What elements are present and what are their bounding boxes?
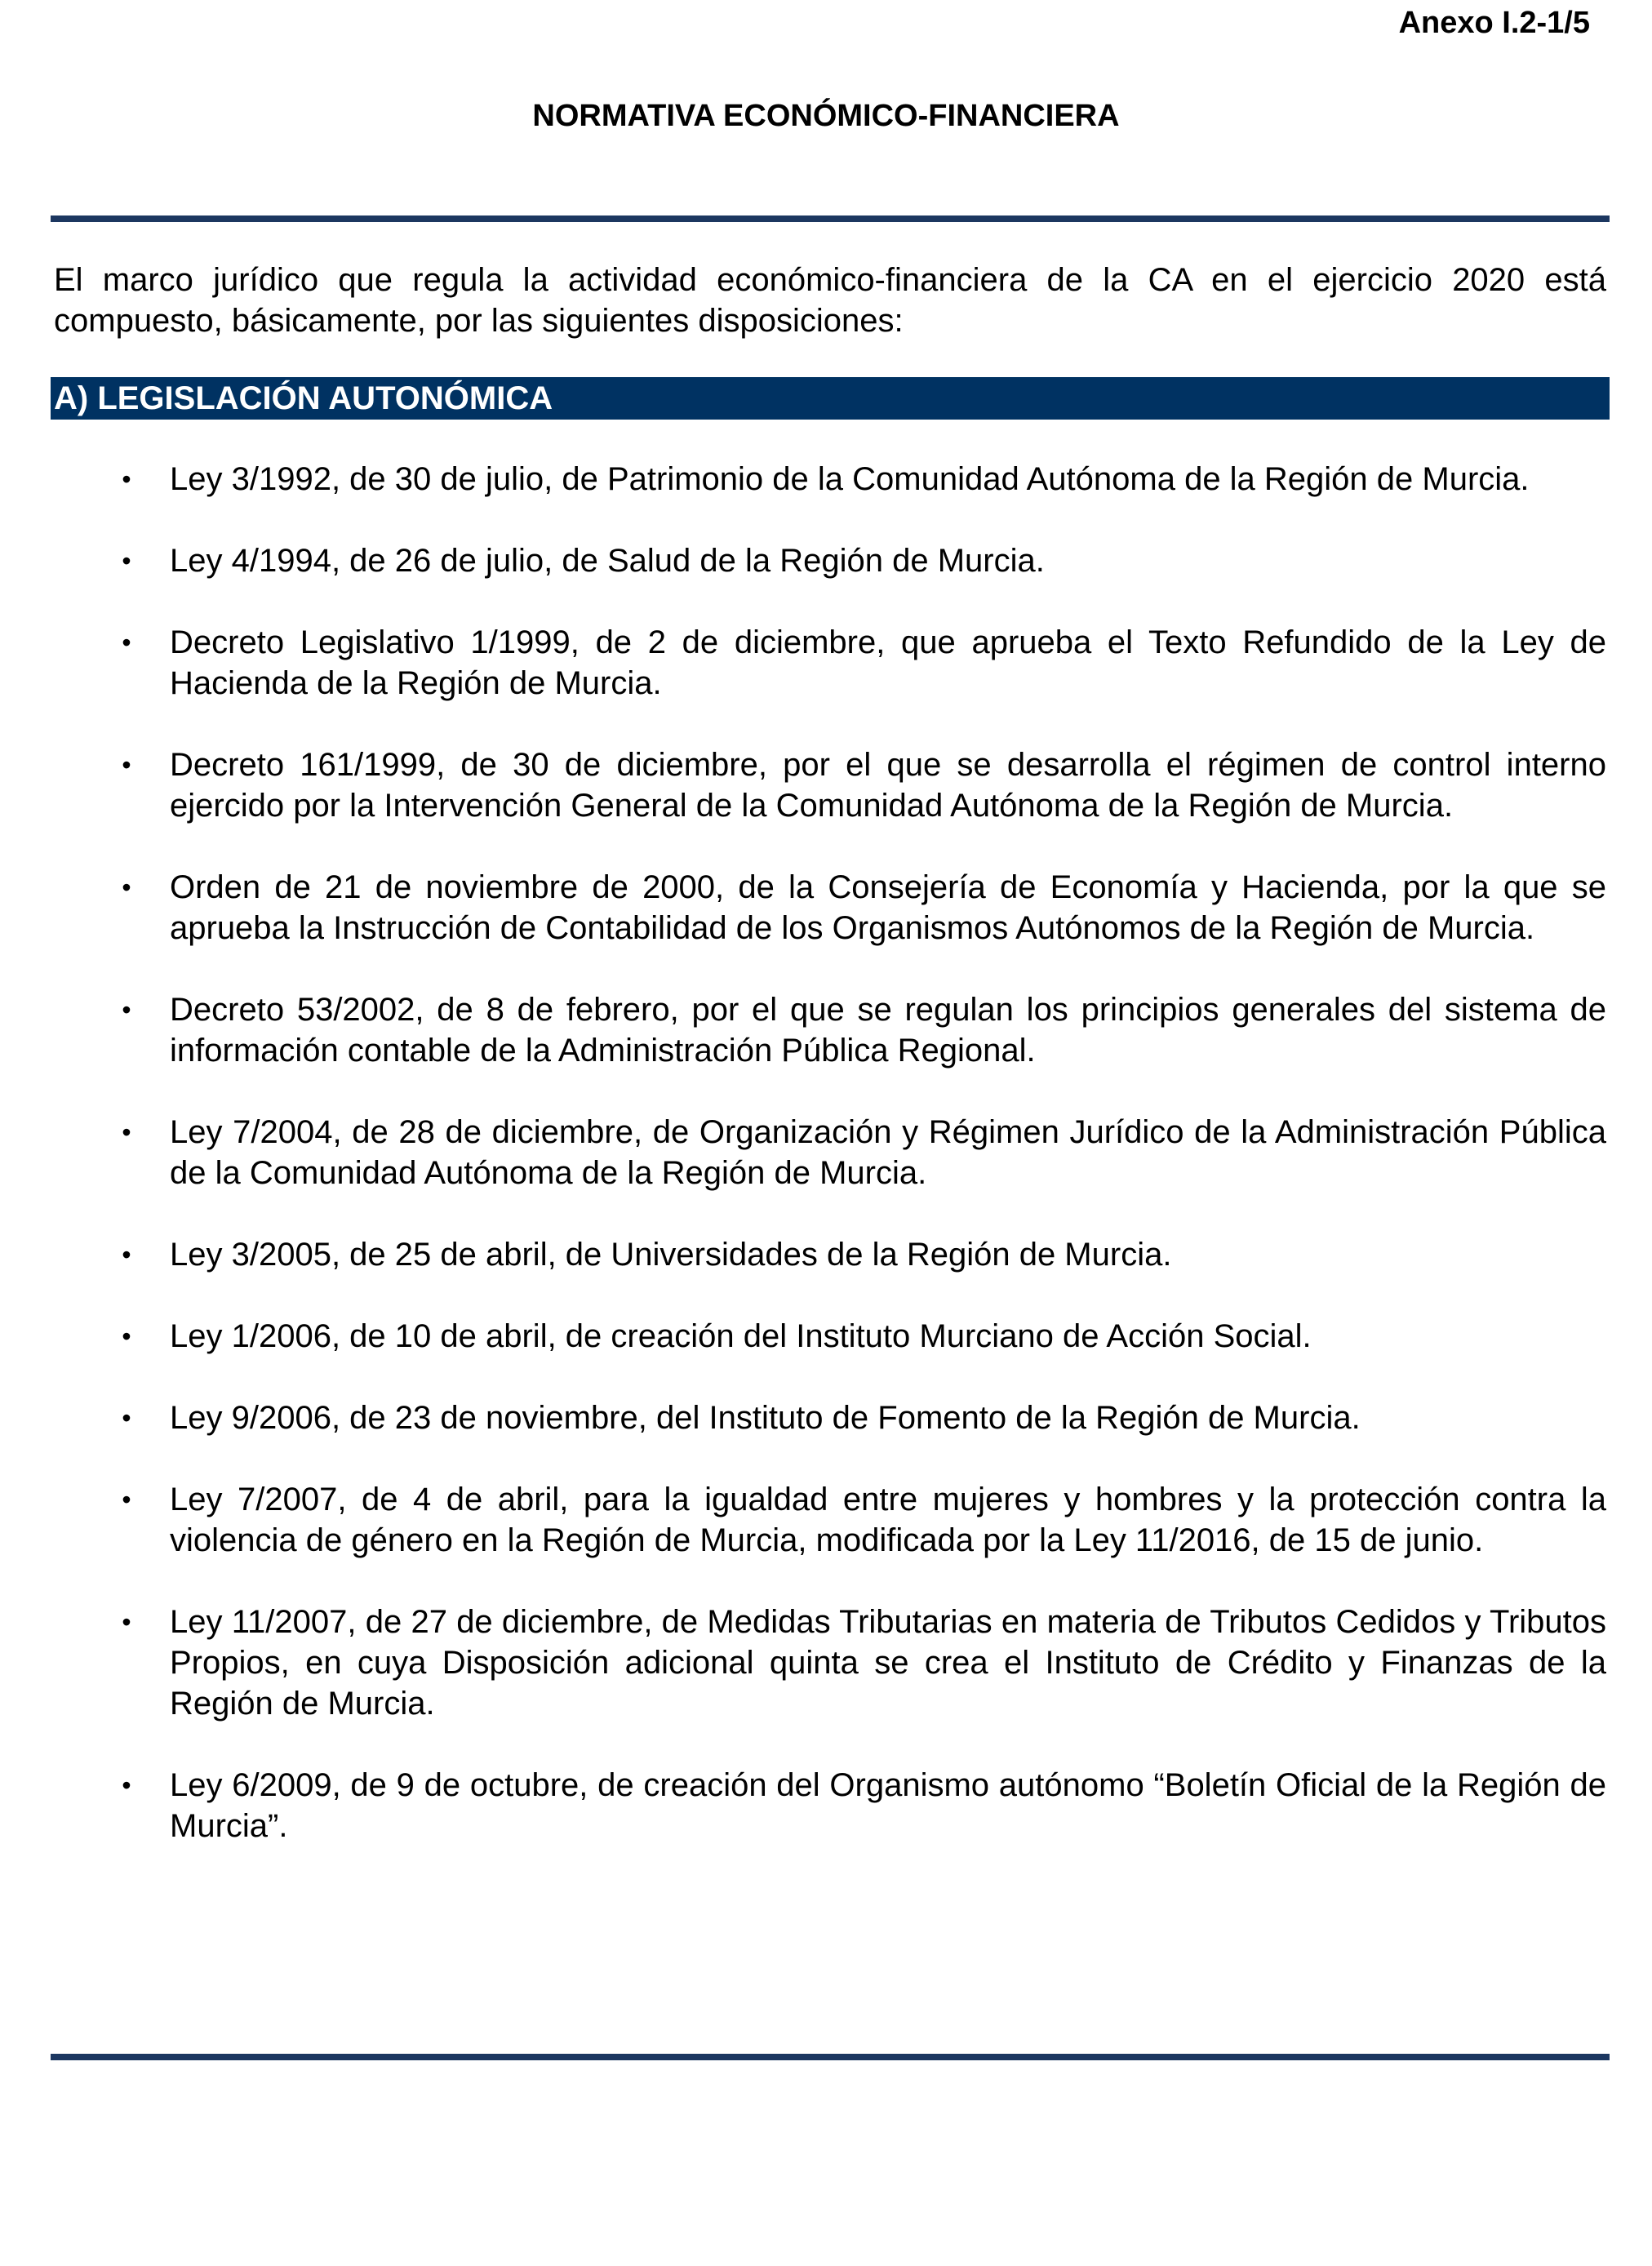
list-item-text: Ley 11/2007, de 27 de diciembre, de Medidas Tributarias en materia de Tributos Cedidos y Tributos Propios, en cuya Disposición adicional quinta se crea el Instituto de Crédito y Finanzas de la Región de Murcia. [170, 1604, 1606, 1722]
list-item-text: Orden de 21 de noviembre de 2000, de la Consejería de Economía y Hacienda, por la que se aprueba la Instrucción de Contabilidad de los Organismos Autónomos de la Región de Murcia. [170, 869, 1606, 946]
bullet-icon: • [122, 1117, 131, 1147]
list-item [0, 1602, 1652, 1724]
list-item [0, 867, 1652, 949]
annex-label: Anexo I.2-1/5 [1398, 6, 1590, 40]
list-item-text: Ley 6/2009, de 9 de octubre, de creación del Organismo autónomo “Boletín Oficial de la Región de Murcia”. [170, 1767, 1606, 1844]
list-item-text: Decreto 53/2002, de 8 de febrero, por el que se regulan los principios generales del sistema de información contable de la Administración Pública Regional. [170, 992, 1606, 1069]
list-item [0, 540, 1652, 581]
top-divider [51, 215, 1610, 222]
bullet-icon: • [122, 750, 131, 780]
list-item [0, 1397, 1652, 1438]
list-item-text: Decreto Legislativo 1/1999, de 2 de diciembre, que aprueba el Texto Refundido de la Ley de Hacienda de la Región de Murcia. [170, 624, 1606, 701]
list-item-text: Decreto 161/1999, de 30 de diciembre, por el que se desarrolla el régimen de control interno ejercido por la Intervención General de la Comunidad Autónoma de la Región de Murcia. [170, 747, 1606, 824]
list-item [0, 989, 1652, 1071]
list-item [0, 622, 1652, 704]
bullet-icon: • [122, 1485, 131, 1514]
bullet-icon: • [122, 546, 131, 575]
list-item-text: Ley 9/2006, de 23 de noviembre, del Instituto de Fomento de la Región de Murcia. [170, 1400, 1361, 1436]
bullet-icon: • [122, 628, 131, 657]
list-item [0, 1234, 1652, 1275]
bottom-divider [51, 2054, 1610, 2060]
list-item [0, 1765, 1652, 1846]
list-item-text: Ley 3/1992, de 30 de julio, de Patrimonio de la Comunidad Autónoma de la Región de Murcia. [170, 461, 1530, 497]
bullet-icon: • [122, 995, 131, 1024]
bullet-icon: • [122, 1322, 131, 1351]
intro-paragraph: El marco jurídico que regula la actividad económico-financiera de la CA en el ejercicio 2020 está compuesto, básicamente, por las siguientes disposiciones: [54, 262, 1606, 339]
list-item-text: Ley 3/2005, de 25 de abril, de Universidades de la Región de Murcia. [170, 1237, 1172, 1273]
list-item [0, 744, 1652, 826]
bullet-icon: • [122, 873, 131, 902]
bullet-icon: • [122, 1240, 131, 1269]
list-item [0, 1112, 1652, 1193]
bullet-icon: • [122, 1607, 131, 1637]
bullet-icon: • [122, 1403, 131, 1433]
list-item-text: Ley 1/2006, de 10 de abril, de creación del Instituto Murciano de Acción Social. [170, 1318, 1312, 1354]
bullet-icon: • [122, 464, 131, 494]
list-item [0, 459, 1652, 500]
list-item [0, 1479, 1652, 1561]
list-item-text: Ley 7/2007, de 4 de abril, para la igualdad entre mujeres y hombres y la protección contra la violencia de género en la Región de Murcia, modificada por la Ley 11/2016, de 15 de junio. [170, 1482, 1606, 1558]
page-title: NORMATIVA ECONÓMICO-FINANCIERA [532, 99, 1120, 133]
list-item-text: Ley 7/2004, de 28 de diciembre, de Organización y Régimen Jurídico de la Administración Pública de la Comunidad Autónoma de la Región de Murcia. [170, 1114, 1606, 1191]
list-item [0, 1316, 1652, 1357]
section-heading-legislacion-autonomica: A) LEGISLACIÓN AUTONÓMICA [51, 377, 1610, 420]
legislation-list [0, 459, 1652, 1887]
bullet-icon: • [122, 1771, 131, 1800]
list-item-text: Ley 4/1994, de 26 de julio, de Salud de la Región de Murcia. [170, 543, 1045, 579]
